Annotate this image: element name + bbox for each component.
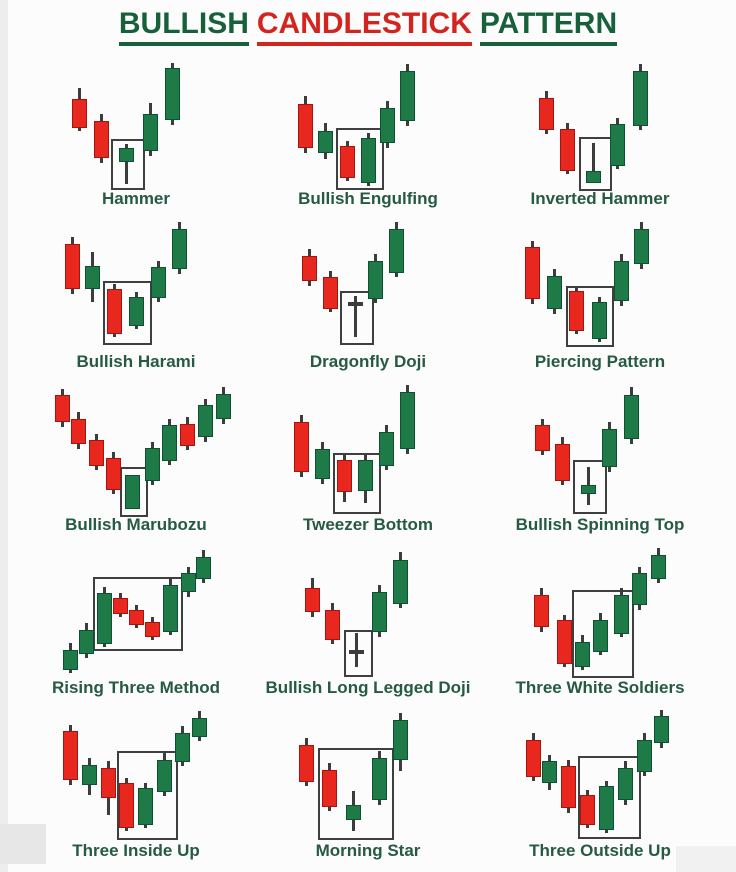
bearish-candle-body [119,783,134,828]
bearish-candle-body [101,768,116,798]
bullish-candle-body [581,485,596,494]
bullish-candle-body [389,229,404,273]
bullish-candle-body [610,124,625,166]
bearish-candle-body [323,277,338,309]
bullish-candle-body [542,761,557,783]
bearish-candle-body [539,98,554,130]
pattern-chart-piercing-pattern [505,219,695,351]
bearish-candle-body [561,766,576,808]
highlight-box [340,291,374,345]
pattern-chart-bullish-engulfing [273,56,463,188]
bullish-candle-body [162,425,177,461]
pattern-cell-hammer [20,56,252,211]
bearish-candle-body [557,620,572,664]
bullish-candle-body [614,595,629,634]
bearish-candle-body [65,244,80,289]
bullish-candle-body [379,432,394,466]
bearish-candle-body [129,610,144,625]
bearish-candle-body [106,458,121,490]
bearish-candle-body [305,588,320,612]
bearish-candle-body [526,740,541,777]
bearish-candle-body [63,731,78,780]
doji-crossbar [348,302,363,306]
pattern-cell-rising-three-method [20,545,252,700]
pattern-label: Dragonfly Doji [309,352,427,371]
page-title [0,0,736,53]
pattern-cell-bullish-marubozu [20,382,252,537]
pattern-label: Bullish Harami [76,352,196,371]
bearish-candle-body [560,129,575,171]
bullish-candle-body [361,138,376,183]
pattern-label: Bullish Spinning Top [515,515,685,534]
bullish-candle-body [654,716,669,743]
pattern-label: Three Outside Up [529,841,671,860]
pattern-label: Morning Star [315,841,421,860]
bearish-candle-body [294,422,309,472]
pattern-label: Bullish Marubozu [65,515,207,534]
title-word-bullish: BULLISH [119,7,249,46]
bullish-candle-body [145,448,160,481]
bullish-candle-body [372,592,387,632]
pattern-cell-three-outside-up [484,708,716,863]
bullish-candle-body [400,392,415,449]
bullish-candle-body [119,148,134,162]
pattern-chart-dragonfly-doji [273,219,463,351]
highlight-box [111,139,145,190]
bullish-candle-body [192,718,207,737]
bearish-candle-body [322,770,337,807]
bearish-candle-body [299,745,314,782]
pattern-cell-bullish-spinning-top [484,382,716,537]
pattern-cell-bullish-engulfing [252,56,484,211]
bullish-candle-body [618,768,633,800]
bullish-candle-body [125,475,140,509]
bullish-candle-body [165,68,180,120]
bearish-candle-body [337,460,352,492]
bearish-candle-body [535,425,550,451]
bearish-candle-body [534,595,549,627]
bearish-candle-body [302,256,317,281]
pattern-grid [20,56,716,863]
bullish-candle-body [547,276,562,309]
bullish-candle-body [400,71,415,121]
left-edge-strip [0,0,8,872]
bullish-candle-body [175,733,190,762]
title-word-candlestick: CANDLESTICK [257,7,472,46]
pattern-label: Piercing Pattern [534,352,666,371]
bullish-candle-body [624,395,639,439]
bullish-candle-body [157,760,172,792]
bearish-candle-body [180,424,195,446]
pattern-chart-tweezer-bottom [273,382,463,514]
bullish-candle-body [346,805,361,820]
bullish-candle-body [614,261,629,301]
pattern-cell-bullish-harami [20,219,252,374]
bearish-candle-body [107,289,122,334]
pattern-label: Rising Three Method [51,678,221,697]
bullish-candle-body [372,758,387,800]
pattern-label: Bullish Long Legged Doji [265,678,471,697]
doji-crossbar [349,650,364,654]
bearish-candle-body [71,419,86,444]
title-word-pattern: PATTERN [480,7,617,46]
pattern-chart-hammer [41,56,231,188]
bullish-candle-body [393,560,408,604]
pattern-label: Tweezer Bottom [302,515,434,534]
pattern-label: Bullish Engulfing [298,189,438,208]
bullish-candle-body [181,573,196,592]
pattern-cell-dragonfly-doji [252,219,484,374]
pattern-chart-three-inside-up [41,708,231,840]
bullish-candle-body [634,229,649,264]
bullish-candle-body [593,620,608,652]
bullish-candle-body [172,229,187,269]
bearish-candle-body [525,247,540,299]
bullish-candle-body [143,114,158,151]
pattern-label: Hammer [101,189,171,208]
bearish-candle-body [94,121,109,158]
bearish-candle-body [89,440,104,466]
pattern-cell-morning-star [252,708,484,863]
bullish-candle-body [85,266,100,289]
pattern-chart-bullish-harami [41,219,231,351]
bullish-candle-body [216,394,231,419]
bearish-candle-body [569,291,584,331]
bearish-candle-body [325,610,340,640]
pattern-cell-bullish-long-legged-doji [252,545,484,700]
bullish-candle-body [602,429,617,467]
pattern-chart-bullish-marubozu [41,382,231,514]
pattern-cell-three-inside-up [20,708,252,863]
bullish-candle-body [380,108,395,143]
bullish-candle-body [97,593,112,644]
bullish-candle-body [368,261,383,299]
pattern-cell-tweezer-bottom [252,382,484,537]
bullish-candle-body [318,131,333,153]
bearish-candle-body [72,99,87,128]
bearish-candle-body [55,395,70,422]
bullish-candle-body [633,71,648,126]
bearish-candle-body [298,104,313,148]
pattern-chart-bullish-long-legged-doji [273,545,463,677]
bullish-candle-body [651,555,666,579]
pattern-chart-three-outside-up [505,708,695,840]
bullish-candle-body [79,630,94,654]
pattern-chart-inverted-hammer [505,56,695,188]
pattern-cell-inverted-hammer [484,56,716,211]
bullish-candle-body [358,460,373,491]
bullish-candle-body [196,557,211,579]
pattern-chart-morning-star [273,708,463,840]
pattern-chart-bullish-spinning-top [505,382,695,514]
bearish-candle-body [580,795,595,825]
bullish-candle-body [129,297,144,326]
bullish-candle-body [163,585,178,632]
pattern-label: Three Inside Up [72,841,200,860]
bullish-candle-body [393,720,408,760]
pattern-chart-rising-three-method [41,545,231,677]
bullish-candle-body [599,786,614,830]
bullish-candle-body [198,405,213,437]
pattern-cell-three-white-soldiers [484,545,716,700]
pattern-chart-three-white-soldiers [505,545,695,677]
bullish-candle-body [592,302,607,339]
bullish-candle-body [151,267,166,298]
bullish-candle-body [138,788,153,825]
bearish-candle-body [555,444,570,481]
bullish-candle-body [315,449,330,479]
bullish-candle-body [63,650,78,670]
bullish-candle-body [632,573,647,605]
bullish-candle-body [586,171,601,183]
bearish-candle-body [340,146,355,178]
bullish-candle-body [575,642,590,667]
bearish-candle-body [113,598,128,614]
pattern-label: Inverted Hammer [530,189,670,208]
bullish-candle-body [637,740,652,772]
bearish-candle-body [145,622,160,637]
pattern-label: Three White Soldiers [515,678,685,697]
bullish-candle-body [82,765,97,785]
pattern-cell-piercing-pattern [484,219,716,374]
